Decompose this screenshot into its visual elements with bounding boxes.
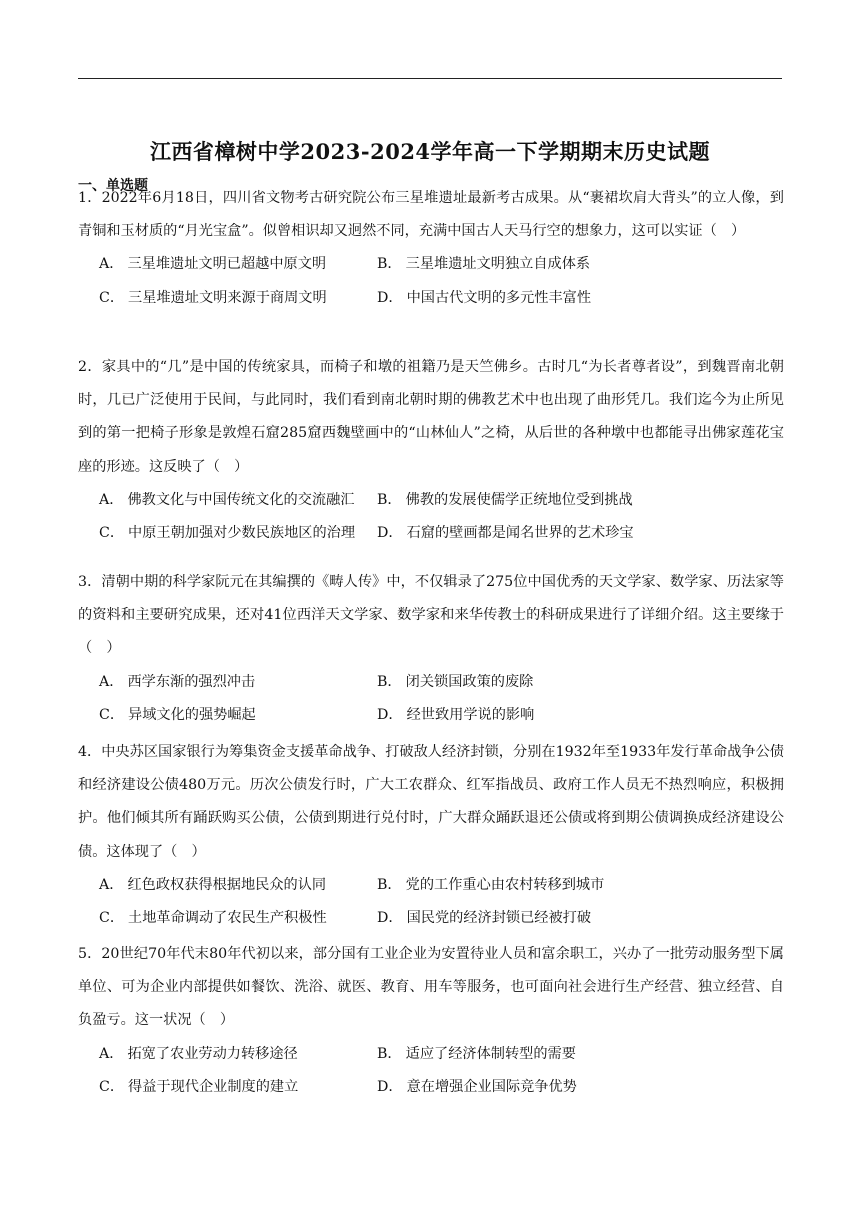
option-text: 三星堆遗址文明独立自成体系 xyxy=(405,256,591,273)
option-c[interactable] xyxy=(99,902,327,935)
option-text: 三星堆遗址文明来源于商周文明 xyxy=(128,289,327,306)
option-label: B． xyxy=(377,1045,402,1062)
option-text: 西学东渐的强烈冲击 xyxy=(127,673,256,690)
option-b[interactable] xyxy=(377,1038,576,1071)
option-label: C． xyxy=(99,525,125,541)
option-b[interactable] xyxy=(377,666,533,699)
option-a[interactable] xyxy=(99,1038,298,1071)
question-5 xyxy=(78,938,784,1104)
option-c[interactable] xyxy=(99,1071,298,1104)
option-label: D． xyxy=(377,289,403,306)
option-a[interactable] xyxy=(99,248,326,281)
question-1 xyxy=(78,182,784,315)
option-b[interactable] xyxy=(377,248,590,281)
option-label: B． xyxy=(377,876,402,893)
option-label: D． xyxy=(377,1078,403,1095)
option-text: 得益于现代企业制度的建立 xyxy=(128,1078,299,1095)
option-label: C． xyxy=(99,706,125,723)
option-text: 适应了经济体制转型的需要 xyxy=(405,1045,576,1062)
option-text: 三星堆遗址文明已超越中原文明 xyxy=(127,256,327,273)
option-label: B． xyxy=(377,256,402,273)
header-rule xyxy=(78,78,782,79)
question-stem: 5．20世纪70年代末80年代初以来，部分国有工业企业为安置待业人员和富余职工，兴办了一批劳动服务型下属单位、可为企业内部提供如餐饮、洗浴、就医、教育、用车等服务，也可面向社会进行生产经营、独立经营、自负盈亏。这一状况（ ） xyxy=(78,946,784,1029)
option-a[interactable] xyxy=(99,484,354,517)
option-label: C． xyxy=(99,1078,125,1095)
option-label: C． xyxy=(99,910,125,926)
option-text: 国民党的经济封锁已经被打破 xyxy=(406,910,592,926)
option-label: C． xyxy=(99,289,125,306)
option-label: A． xyxy=(99,1045,124,1062)
option-b[interactable] xyxy=(377,484,633,517)
question-stem: 4．中央苏区国家银行为筹集资金支援革命战争、打破敌人经济封锁，分别在1932年至1933年发行革命战争公债和经济建设公债480万元。历次公债发行时，广大工农群众、红军指战员、政府工作人员无不热烈响应，积极拥护。他们倾其所有踊跃购买公债，公债到期进行兑付时，广大群众踊跃退还公债或将到期公债调换成经济建设公债。这体现了（ ） xyxy=(78,744,784,860)
option-d[interactable] xyxy=(377,282,591,315)
option-text: 佛教的发展使儒学正统地位受到挑战 xyxy=(405,491,633,508)
options-row xyxy=(78,666,784,699)
option-label: A． xyxy=(99,876,124,893)
option-label: A． xyxy=(99,256,124,273)
question-3 xyxy=(78,566,784,732)
question-stem: 2．家具中的“几”是中国的传统家具，而椅子和墩的祖籍乃是天竺佛乡。古时几“为长者尊者设”，到魏晋南北朝时，几已广泛使用于民间，与此同时，我们看到南北朝时期的佛教艺术中也出现了曲形凭几。我们迄今为止所见到的第一把椅子形象是敦煌石窟285窟西魏壁画中的“山林仙人”之椅，从后世的各种墩中也都能寻出佛家莲花宝座的形迹。这反映了（ ） xyxy=(78,359,784,475)
exam-title: 江西省樟树中学2023-2024学年高一下学期期末历史试题 xyxy=(149,139,711,164)
options-row xyxy=(78,517,784,550)
options-row xyxy=(78,902,784,935)
option-text: 石窟的壁画都是闻名世界的艺术珍宝 xyxy=(406,525,634,541)
question-stem: 1．2022年6月18日，四川省文物考古研究院公布三星堆遗址最新考古成果。从“裹裙坎肩大背头”的立人像，到青铜和玉材质的“月光宝盒”。似曾相识却又迥然不同，充满中国古人天马行空的想象力，这可以实证（ ） xyxy=(78,190,784,240)
options-row xyxy=(78,1038,784,1071)
option-a[interactable] xyxy=(99,869,326,902)
option-text: 中国古代文明的多元性丰富性 xyxy=(406,289,592,306)
option-label: B． xyxy=(377,673,402,690)
question-2 xyxy=(78,351,784,550)
option-text: 意在增强企业国际竞争优势 xyxy=(406,1078,577,1095)
option-text: 佛教文化与中国传统文化的交流融汇 xyxy=(127,491,355,508)
question-stem: 3．清朝中期的科学家阮元在其编撰的《畴人传》中，不仅辑录了275位中国优秀的天文学家、数学家、历法家等的资料和主要研究成果，还对41位西洋天文学家、数学家和来华传教士的科研成果进行了详细介绍。这主要缘于（ ） xyxy=(78,574,784,657)
option-text: 红色政权获得根据地民众的认同 xyxy=(127,876,327,893)
option-a[interactable] xyxy=(99,666,255,699)
option-b[interactable] xyxy=(377,869,604,902)
option-c[interactable] xyxy=(99,517,355,550)
option-c[interactable] xyxy=(99,699,256,732)
option-label: B． xyxy=(377,491,402,508)
option-d[interactable] xyxy=(377,1071,577,1104)
options-row xyxy=(78,1071,784,1104)
option-d[interactable] xyxy=(377,902,591,935)
option-text: 经世致用学说的影响 xyxy=(406,706,535,723)
option-text: 闭关锁国政策的废除 xyxy=(405,673,534,690)
option-d[interactable] xyxy=(377,517,634,550)
options-row xyxy=(78,248,784,281)
options-row xyxy=(78,699,784,732)
options-row xyxy=(78,484,784,517)
option-text: 中原王朝加强对少数民族地区的治理 xyxy=(128,525,356,541)
options-row xyxy=(78,869,784,902)
option-d[interactable] xyxy=(377,699,534,732)
option-label: A． xyxy=(99,673,124,690)
option-text: 异域文化的强势崛起 xyxy=(128,706,256,723)
section-heading: 一、单选题 xyxy=(78,178,148,194)
option-label: D． xyxy=(377,525,403,541)
option-c[interactable] xyxy=(99,282,327,315)
option-label: D． xyxy=(377,910,403,926)
option-label: D． xyxy=(377,706,403,723)
question-4 xyxy=(78,736,784,935)
option-text: 土地革命调动了农民生产积极性 xyxy=(128,910,327,926)
options-row xyxy=(78,282,784,315)
option-text: 拓宽了农业劳动力转移途径 xyxy=(127,1045,298,1062)
option-text: 党的工作重心由农村转移到城市 xyxy=(405,876,605,893)
option-label: A． xyxy=(99,491,124,508)
